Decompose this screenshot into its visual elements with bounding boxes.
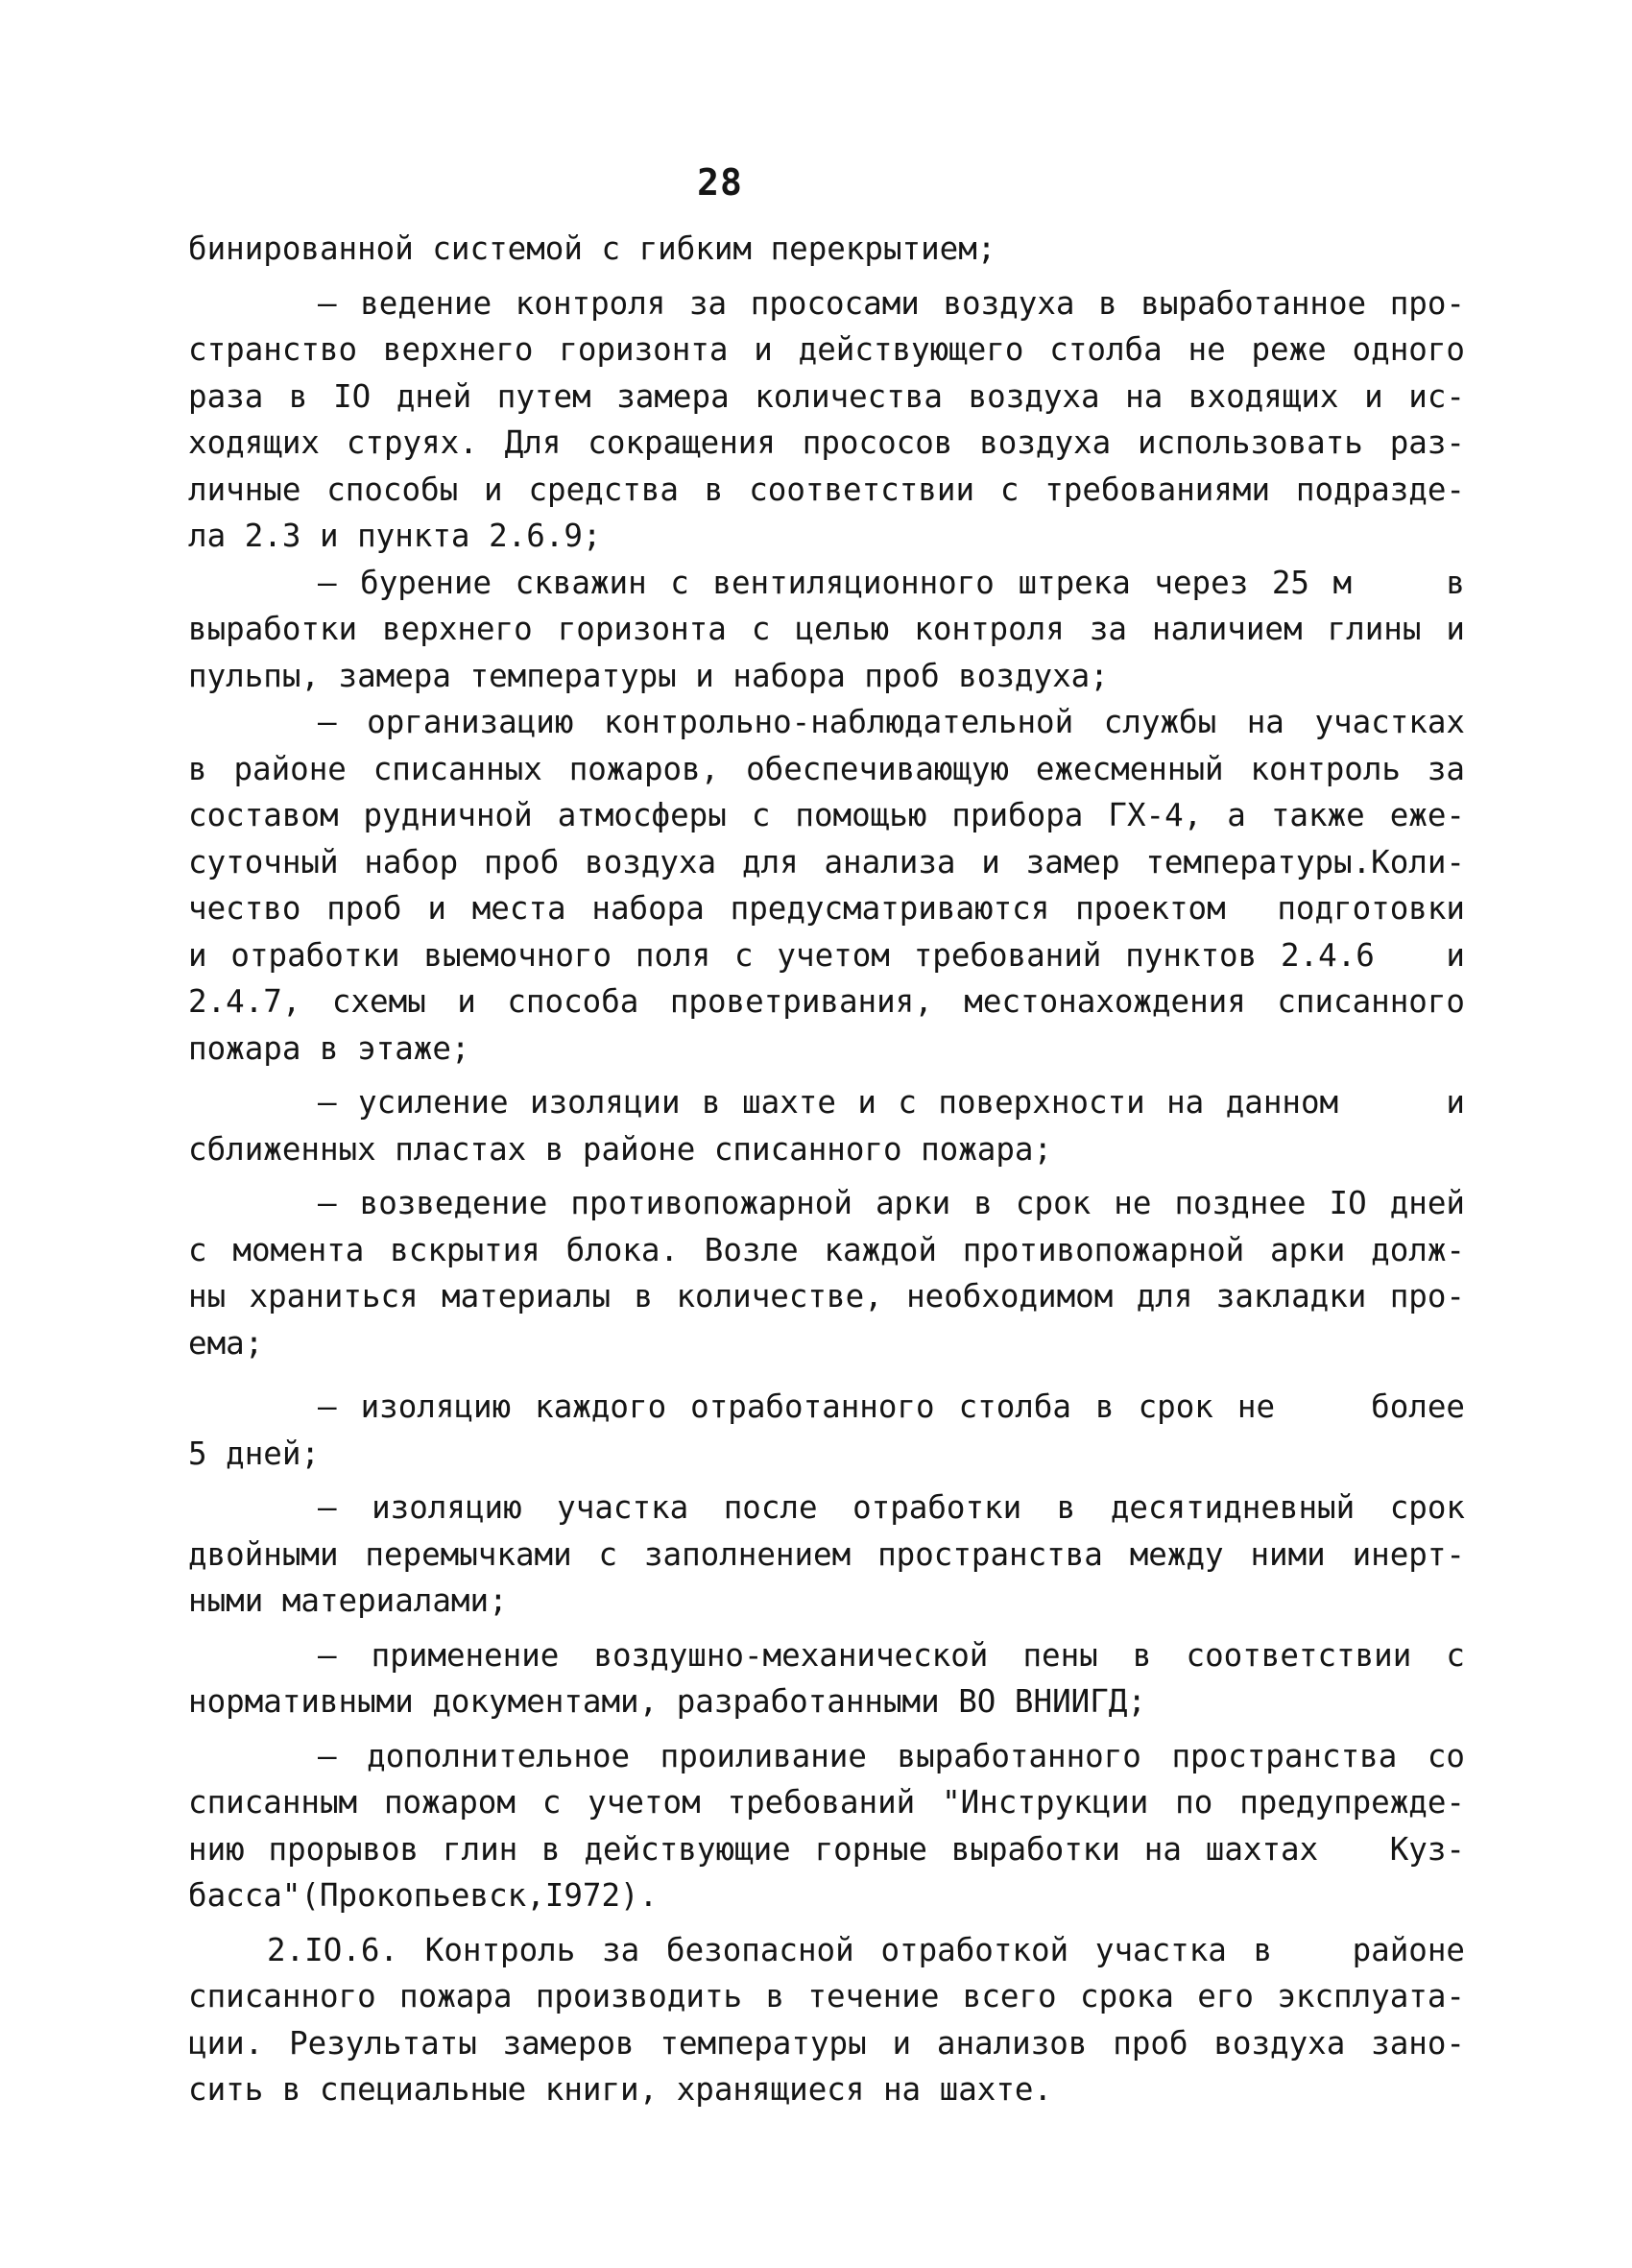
text-line: списанным пожаром с учетом требований "Инструкции по предупрежде- [188, 1784, 1465, 1821]
text-line: 2.IO.6. Контроль за безопасной отработкой участка в районе [267, 1931, 1465, 1968]
text-line: раза в IO дней путем замера количества воздуха на входящих и ис- [188, 377, 1465, 415]
text-line: в районе списанных пожаров, обеспечивающую ежесменный контроль за [188, 750, 1465, 787]
text-line: – ведение контроля за прососами воздуха в выработанное про- [318, 284, 1465, 322]
text-line: пульпы, замера температуры и набора проб воздуха; [188, 657, 1109, 694]
text-line: – усиление изоляции в шахте и с поверхности на данном и [318, 1084, 1465, 1121]
text-line: ции. Результаты замеров температуры и анализов проб воздуха зано- [188, 2024, 1465, 2062]
text-line: и отработки выемочного поля с учетом требований пунктов 2.4.6 и [188, 936, 1465, 974]
text-line: списанного пожара производить в течение всего срока его эксплуата- [188, 1978, 1465, 2015]
text-line: 2.4.7, схемы и способа проветривания, местонахождения списанного [188, 983, 1465, 1020]
page-number: 28 [697, 161, 743, 204]
text-line: личные способы и средства в соответствии с требованиями подразде- [188, 470, 1465, 508]
text-line: ходящих струях. Для сокращения прососов воздуха использовать раз- [188, 424, 1465, 461]
text-line: – применение воздушно-механической пены в соответствии с [318, 1636, 1465, 1674]
text-line: пожара в этаже; [188, 1029, 470, 1067]
text-line: – организацию контрольно-наблюдательной службы на участках [318, 704, 1465, 740]
text-line: бинированной системой с гибким перекрытием; [188, 230, 996, 267]
text-line: – дополнительное проиливание выработанного пространства со [318, 1737, 1465, 1774]
text-line: – бурение скважин с вентиляционного штрека через 25 м в [318, 564, 1465, 601]
text-line: басса"(Прокопьевск,I972). [188, 1877, 659, 1914]
text-line: – изоляцию каждого отработанного столба в срок не более [318, 1388, 1465, 1425]
text-line: – возведение противопожарной арки в срок не позднее IO дней [318, 1185, 1465, 1221]
text-line: составом рудничной атмосферы с помощью прибора ГХ-4, а также еже- [188, 797, 1465, 833]
text-line: ла 2.3 и пункта 2.6.9; [188, 518, 602, 554]
text-line: 5 дней; [188, 1435, 320, 1472]
body-text [188, 226, 1465, 2113]
text-line: с момента вскрытия блока. Возле каждой противопожарной арки долж- [188, 1231, 1465, 1268]
text-line: ема; [188, 1324, 264, 1362]
text-line: сить в специальные книги, хранящиеся на шахте. [188, 2071, 1053, 2108]
text-line: нию прорывов глин в действующие горные выработки на шахтах Куз- [188, 1830, 1465, 1868]
text-line: сближенных пластах в районе списанного пожара; [188, 1130, 1053, 1168]
text-line: чество проб и места набора предусматриваются проектом подготовки [188, 890, 1465, 927]
text-line: нормативными документами, разработанными ВО ВНИИГД; [188, 1683, 1146, 1720]
text-line: суточный набор проб воздуха для анализа и замер температуры.Коли- [188, 843, 1465, 881]
text-line: выработки верхнего горизонта с целью контроля за наличием глины и [188, 611, 1465, 647]
text-line: – изоляцию участка после отработки в десятидневный срок [318, 1489, 1465, 1526]
text-line: ны храниться материалы в количестве, необходимом для закладки про- [188, 1278, 1465, 1315]
text-line: ными материалами; [188, 1582, 508, 1619]
text-line: двойными перемычками с заполнением пространства между ними инерт- [188, 1535, 1465, 1573]
text-line: странство верхнего горизонта и действующего столба не реже одного [188, 331, 1465, 368]
